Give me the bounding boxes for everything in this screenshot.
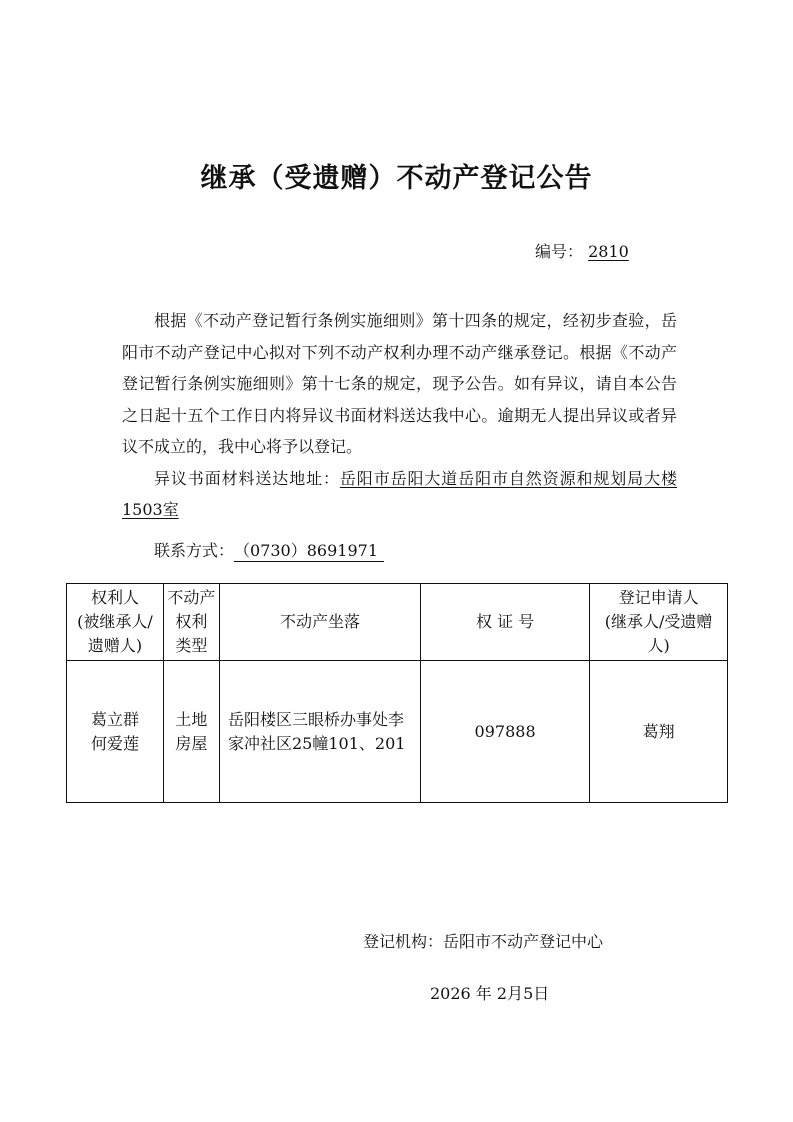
page-title: 继承（受遗赠）不动产登记公告 [200,163,593,194]
holder-name: 葛立群 [90,709,139,729]
header-location: 不动产坐落 [219,584,420,661]
cell-applicant: 葛翔 [590,661,728,803]
header-type-line: 权利 [175,612,208,631]
contact-label: 联系方式： [154,541,235,560]
notice-number [535,240,629,264]
objection-address-value: 岳阳市岳阳大道岳阳市自然资源和规划局大楼1503室 [122,468,677,519]
header-type-line: 不动产 [167,588,216,607]
agency-label: 登记机构： [363,932,444,951]
table-header-row [67,584,728,661]
cell-right-type [163,661,219,803]
contact-line [154,539,384,563]
objection-address [122,463,677,526]
header-holder [67,584,164,661]
cell-holders [67,661,164,803]
contact-phone: （0730）8691971 [234,541,384,562]
table-row [67,661,728,803]
notice-number-value: 2810 [588,242,629,261]
cell-cert-number: 097888 [420,661,589,803]
property-table [66,583,728,803]
notice-number-label: 编号： [535,242,584,261]
cell-location: 岳阳楼区三眼桥办事处李家冲社区25幢101、201 [219,661,420,803]
objection-address-label: 异议书面材料送达地址： [154,468,340,488]
agency-name: 岳阳市不动产登记中心 [443,932,604,951]
header-holder-line: 遗赠人) [87,636,143,655]
right-type-item: 房屋 [175,733,208,753]
notice-date: 2026 年 2月5日 [430,984,550,1003]
header-holder-line: (被继承人/ [77,612,153,631]
notice-paragraph: 根据《不动产登记暂行条例实施细则》第十四条的规定，经初步查验，岳阳市不动产登记中心拟对下列不动产权利办理不动产继承登记。根据《不动产登记暂行条例实施细则》第十七条的规定，现予公告。如有异议，请自本公告之日起十五个工作日内将异议书面材料送达我中心。逾期无人提出异议或者异议不成立的，我中心将予以登记。 [122,311,677,456]
header-applicant-line: (继承人/受遗赠 [604,612,713,631]
header-applicant [590,584,728,661]
header-cert-number: 权 证 号 [420,584,589,661]
header-applicant-line: 登记申请人 [618,588,699,607]
header-type-line: 类型 [175,636,208,655]
header-holder-line: 权利人 [90,588,139,607]
header-applicant-line: 人) [647,636,670,655]
registration-agency [363,930,603,954]
header-right-type [163,584,219,661]
notice-body [122,305,677,526]
holder-name: 何爱莲 [90,733,139,753]
right-type-item: 土地 [175,709,208,729]
